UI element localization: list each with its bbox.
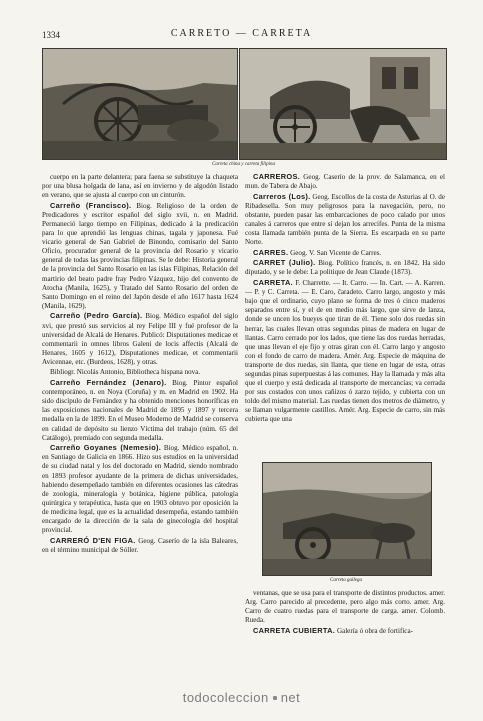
photo-philippine-cart [239, 48, 447, 160]
watermark-right: net [280, 690, 301, 705]
watermark-left: todocoleccion [182, 690, 269, 705]
left-column [42, 172, 238, 684]
entry: CARREROS. Geog. Caserío de la prov. de Salamanca, en el mun. de Tabera de Abajo. [245, 172, 445, 191]
entry: Carreño Goyanes (Nemesio). Biog. Médico español, n. en Santiago de Galicia en 1866. Hizo sus estudios en la universidad de su ciudad natal y los del doctorado en Madrid, siendo nombrado en 1893 profesor ayudante de la primera de dichas universidades, habiendo desempeñado también en diferentes ocasiones las cátedras de zoología, mineralogía y botánica, higiene pública, patología quirúrgica y terapéutica, hasta que en 1903 obtuvo por oposición la de medicina legal, que es la actualidad desempeña, estando también encargado de la dirección de la sala de ginecología del hospital provincial. [42, 443, 238, 535]
photo-chinese-cart [42, 48, 238, 160]
page-number: 1334 [42, 30, 60, 40]
entry: CARRETA CUBIERTA. Galería ó obra de fortifica- [253, 625, 413, 635]
entry: CARRES. Geog. V. San Vicente de Carres. [253, 247, 382, 257]
watermark [0, 690, 483, 705]
entry: CARRERÓ D'EN FIGA. Geog. Caserío de la isla Baleares, en el término municipal de Sóller. [42, 535, 238, 554]
entry: ventanas, que se usa para el transporte de distintos productos. amer. Arg. Carro parecido al precedente, pero algo más corto. amer. Arg. Carro de cuatro ruedas para el transporte de carga. amer. Colomb. Rueda. [245, 589, 445, 625]
entry: CARRET (Julio). Biog. Político francés, n. en 1842. Ha sido diputado, y se le debe: La politique de Jean Claude (1873). [245, 258, 445, 277]
entry: Carreros (Los). Geog. Escollos de la costa de Asturias al O. de Ribadesella. Son muy peligrosos para la navegación, pero, no obstante, pueden pasar las embarcaciones de poco calado por unos canales á carreros que entre sí dejan los arrecifes. Punta de la misma costa llamada también punta de la Sierra. Es escarpada en su parte Norte. [245, 191, 445, 247]
entry: CARRETA. F. Charrette. — It. Carro. — In. Cart. — A. Karren. — P. y C. Carreta. — E. Caro, ĉaradeto. Carro largo, angosto y más bajo que el ordinario, cuyo plano se forma de tres ó cinco maderos separados entre sí, y el de en medio más largo, que sirve de lanza, donde se uncen los bueyes que tiran de él. Tiene solo dos ruedas sin herrar, las cuales llevan otras segundas pinas de madera en lugar de llantas. Carro cerrado por los lados, que tiene las dos ruedas herradas, que unas llevan el eje fijo y otras giran con él. Carro largo y angosto con el fondo de carro de madera. Amér. Arg. Especie de máquina de transporte de dos ruedas, sin llanta, que tiene en lugar de esta, otras segundas pinas superpuestas á las comunes. Hay la llamada y más alta que el cuerpo y está dedicada al transporte de mercancías; va cerrada por sus costados con unos cañizos ó zarzo tejido, y cubierta con un toldo del mismo material. Las ruedas tienen dos metros de diámetro, y se llaman vulgarmente castillos. Amér. Arg. Especie de carro, sin más cubierta que una [245, 278, 445, 424]
right-column-top [245, 172, 445, 458]
dot-icon [273, 696, 277, 700]
entry: cuerpo en la parte delantera; para faena se substituye la chaqueta por una blusa holgada de lana, así en invierno y de algodón listado en verano, que se ajusta al cuerpo con un cinturón. [42, 173, 238, 200]
caption-galician-cart: Carreta gallega [330, 578, 362, 583]
right-column-bottom [245, 588, 445, 684]
running-title: CARRETO — CARRETA [170, 28, 313, 39]
entry: Bibliogr. Nicolás Antonio, Bibliotheca hispana nova. [50, 368, 201, 377]
entry: Carreño (Francisco). Biog. Religioso de la orden de Predicadores y escritor español del siglo xvii, n. en Madrid. Permaneció largo tiempo en Filipinas, dedicado á la predicación para lo que aprendió las lenguas chinas, tagala y japonesa. Fué vicario general de San Gabriel de Binondo, comisario del Santo Oficio, procurador general de la provincia del Rosario y vicario general de todas las provincias filipinas. Se le debe: Historia general de la provincia del Santo Rosario en las islas Filipinas, Relación del martirio del beato padre fray Pedro Vázquez, hijo del convento de Atocha (Manila, 1625), y Tratado del Santo Rosario del orden de Santo Domingo en el reino del Japón desde el año 1617 hasta 1624 (Manila, 1629). [42, 200, 238, 310]
entry: Carreño (Pedro García). Biog. Médico español del siglo xvi, que prestó sus servicios al rey Felipe III y fué profesor de la universidad de Alcalá de Henares. Publicó: Disputationes medicae et commentarii in omnes libros Galeni de locis affectis (Alcalá de Henares, 1605 y 1612), Disputationes medicae, et commentarii Avicennae, etc. (Burdeos, 1628), y otras. [42, 311, 238, 366]
page-header [0, 0, 483, 40]
entry: Carreño Fernández (Jenaro). Biog. Pintor español contemporáneo, n. en Noya (Coruña) y m. en Madrid en 1902. Ha sido discípulo de Fernández y ha obtenido menciones honoríficas en las exposiciones nacionales de Madrid de 1895 y 1897 y tercera medalla en la de 1899. En el Museo Moderno de Madrid se conserva en calidad de depósito su lienzo Víctima del trabajo (núm. 65 del Catálogo), premiado con segunda medalla. [42, 378, 238, 442]
photo-galician-cart [262, 462, 432, 576]
caption-top-photos: Carreta china y carreta filipina [212, 162, 275, 167]
